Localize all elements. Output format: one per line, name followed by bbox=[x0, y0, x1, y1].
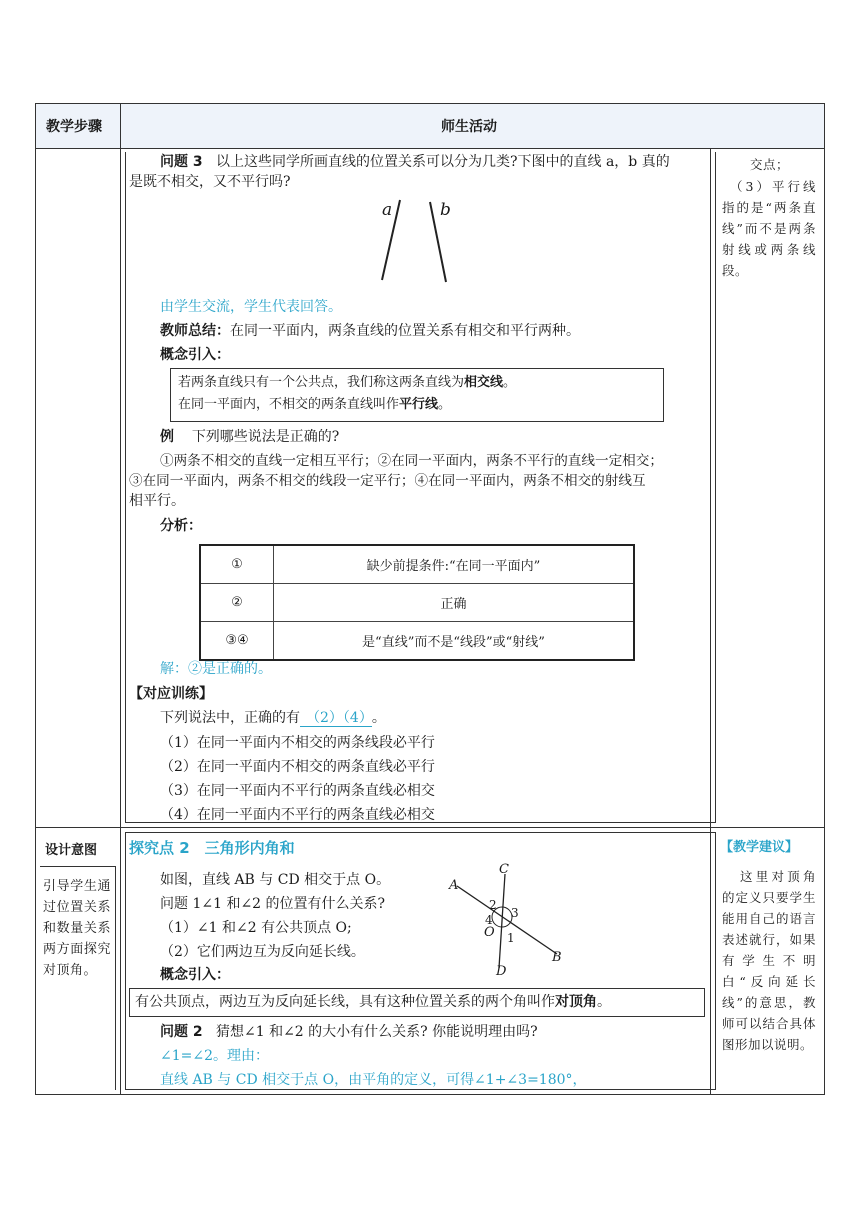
design-label-rule bbox=[40, 866, 115, 867]
question-2: 问题 2 猜想∠1 和∠2 的大小有什么关系? 你能说明理由吗? bbox=[160, 1024, 538, 1040]
concept-box-1-line2: 在同一平面内，不相交的两条直线叫作平行线。 bbox=[178, 397, 452, 412]
teaching-suggestion-text: 这里对顶角的定义只要学生能用自己的语言表述就行，如果有学生不明白“反向延长线”的意思，教师可以结合具体图形加以说明。 bbox=[722, 869, 816, 1052]
training-item: （1）在同一平面内不相交的两条线段必平行 bbox=[160, 735, 435, 751]
design-intent-label: 设计意图 bbox=[45, 843, 98, 858]
side-note-parallel: （3）平行线指的是“两条直线”而不是两条射线或两条线段。 bbox=[722, 179, 816, 278]
fig-label-B: B bbox=[552, 950, 562, 965]
fig-label-O: O bbox=[484, 925, 495, 940]
table-row bbox=[200, 622, 634, 661]
concept-box-1-line1: 若两条直线只有一个公共点，我们称这两条直线为相交线。 bbox=[178, 375, 517, 390]
concept-intro-label-2: 概念引入： bbox=[160, 967, 230, 983]
concept-box-2-text: 有公共顶点，两边互为反向延长线，具有这种位置关系的两个角叫作对顶角。 bbox=[135, 994, 611, 1010]
table-row bbox=[200, 584, 634, 622]
row2-inner-top bbox=[125, 832, 715, 833]
table-left-border bbox=[35, 103, 36, 1095]
student-exchange: 由学生交流，学生代表回答。 bbox=[160, 299, 342, 315]
fig-label-1: 1 bbox=[507, 931, 515, 945]
analysis-num: ② bbox=[200, 584, 274, 622]
fig-label-C: C bbox=[499, 862, 509, 877]
header-teaching-steps: 教学步骤 bbox=[46, 119, 102, 135]
question-1-answer-1: （1）∠1 和∠2 有公共顶点 O; bbox=[160, 920, 352, 936]
inner-rule-right-2 bbox=[715, 832, 716, 1090]
analysis-num: ① bbox=[200, 545, 274, 584]
fig-label-4: 4 bbox=[485, 913, 493, 927]
col-divider-1 bbox=[120, 103, 121, 1095]
col-divider-2 bbox=[710, 148, 711, 1094]
teacher-summary: 教师总结：在同一平面内，两条直线的位置关系有相交和平行两种。 bbox=[160, 323, 580, 339]
training-answer: （2）（4） bbox=[300, 710, 372, 727]
analysis-text: 正确 bbox=[274, 584, 635, 622]
teaching-suggestion-title: 【教学建议】 bbox=[720, 840, 799, 855]
inner-rule-left bbox=[125, 152, 126, 823]
inner-rule-right bbox=[715, 152, 716, 823]
fig-label-2: 2 bbox=[489, 898, 497, 912]
question-2-answer-1: ∠1=∠2。理由： bbox=[160, 1048, 270, 1064]
table-bottom-border bbox=[35, 1094, 825, 1095]
fig-label-A: A bbox=[449, 878, 459, 893]
training-item: （2）在同一平面内不相交的两条直线必平行 bbox=[160, 759, 435, 775]
inner-rule-design bbox=[115, 866, 116, 1090]
fig-label-D: D bbox=[496, 964, 507, 979]
question-3-line2: 是既不相交，又不平行吗? bbox=[129, 174, 291, 190]
explore-intro: 如图，直线 AB 与 CD 相交于点 O。 bbox=[160, 872, 391, 888]
figure-label-a: a bbox=[382, 200, 393, 220]
analysis-num: ③④ bbox=[200, 622, 274, 661]
question-1: 问题 1∠1 和∠2 的位置有什么关系? bbox=[160, 896, 386, 912]
figure-label-b: b bbox=[440, 200, 451, 220]
example-line1: ①两条不相交的直线一定相互平行；②在同一平面内，两条不平行的直线一定相交； bbox=[160, 453, 663, 469]
question-2-answer-2: 直线 AB 与 CD 相交于点 O，由平角的定义，可得∠1+∠3=180°， bbox=[160, 1072, 587, 1088]
table-top-border bbox=[35, 103, 825, 104]
row1-bottom-border bbox=[35, 827, 825, 828]
analysis-table bbox=[199, 544, 635, 661]
example-line2: ③在同一平面内，两条不相交的线段一定平行；④在同一平面内，两条不相交的射线互 bbox=[129, 473, 646, 489]
analysis-text: 是“直线”而不是“线段”或“射线” bbox=[274, 622, 635, 661]
side-note-intersection: 交点； bbox=[750, 157, 790, 172]
inner-rule-left-2 bbox=[125, 832, 126, 1090]
question-3: 问题 3 以上这些同学所画直线的位置关系可以分为几类?下图中的直线 a，b 真的 bbox=[160, 154, 670, 170]
training-label: 【对应训练】 bbox=[129, 686, 213, 702]
fig-label-3: 3 bbox=[511, 906, 519, 920]
concept-intro-label: 概念引入： bbox=[160, 347, 230, 363]
training-question: 下列说法中，正确的有 （2）（4） 。 bbox=[160, 710, 386, 726]
analysis-label: 分析： bbox=[160, 518, 202, 534]
analysis-text: 缺少前提条件:“在同一平面内” bbox=[274, 545, 635, 584]
question-1-answer-2: （2）它们两边互为反向延长线。 bbox=[160, 944, 365, 960]
header-teacher-student-activity: 师生活动 bbox=[441, 119, 497, 135]
training-item: （4）在同一平面内不平行的两条直线必相交 bbox=[160, 807, 435, 823]
header-bottom-border bbox=[35, 148, 825, 149]
explore-title: 探究点 2 三角形内角和 bbox=[129, 839, 295, 857]
table-right-border bbox=[824, 103, 825, 1095]
table-row bbox=[200, 545, 634, 584]
solution: 解：②是正确的。 bbox=[160, 661, 272, 677]
example-question: 例 下列哪些说法是正确的? bbox=[160, 429, 340, 445]
example-line3: 相平行。 bbox=[129, 493, 185, 509]
design-intent-text: 引导学生通过位置关系和数量关系两方面探究对顶角。 bbox=[43, 879, 111, 978]
training-item: （3）在同一平面内不平行的两条直线必相交 bbox=[160, 783, 435, 799]
